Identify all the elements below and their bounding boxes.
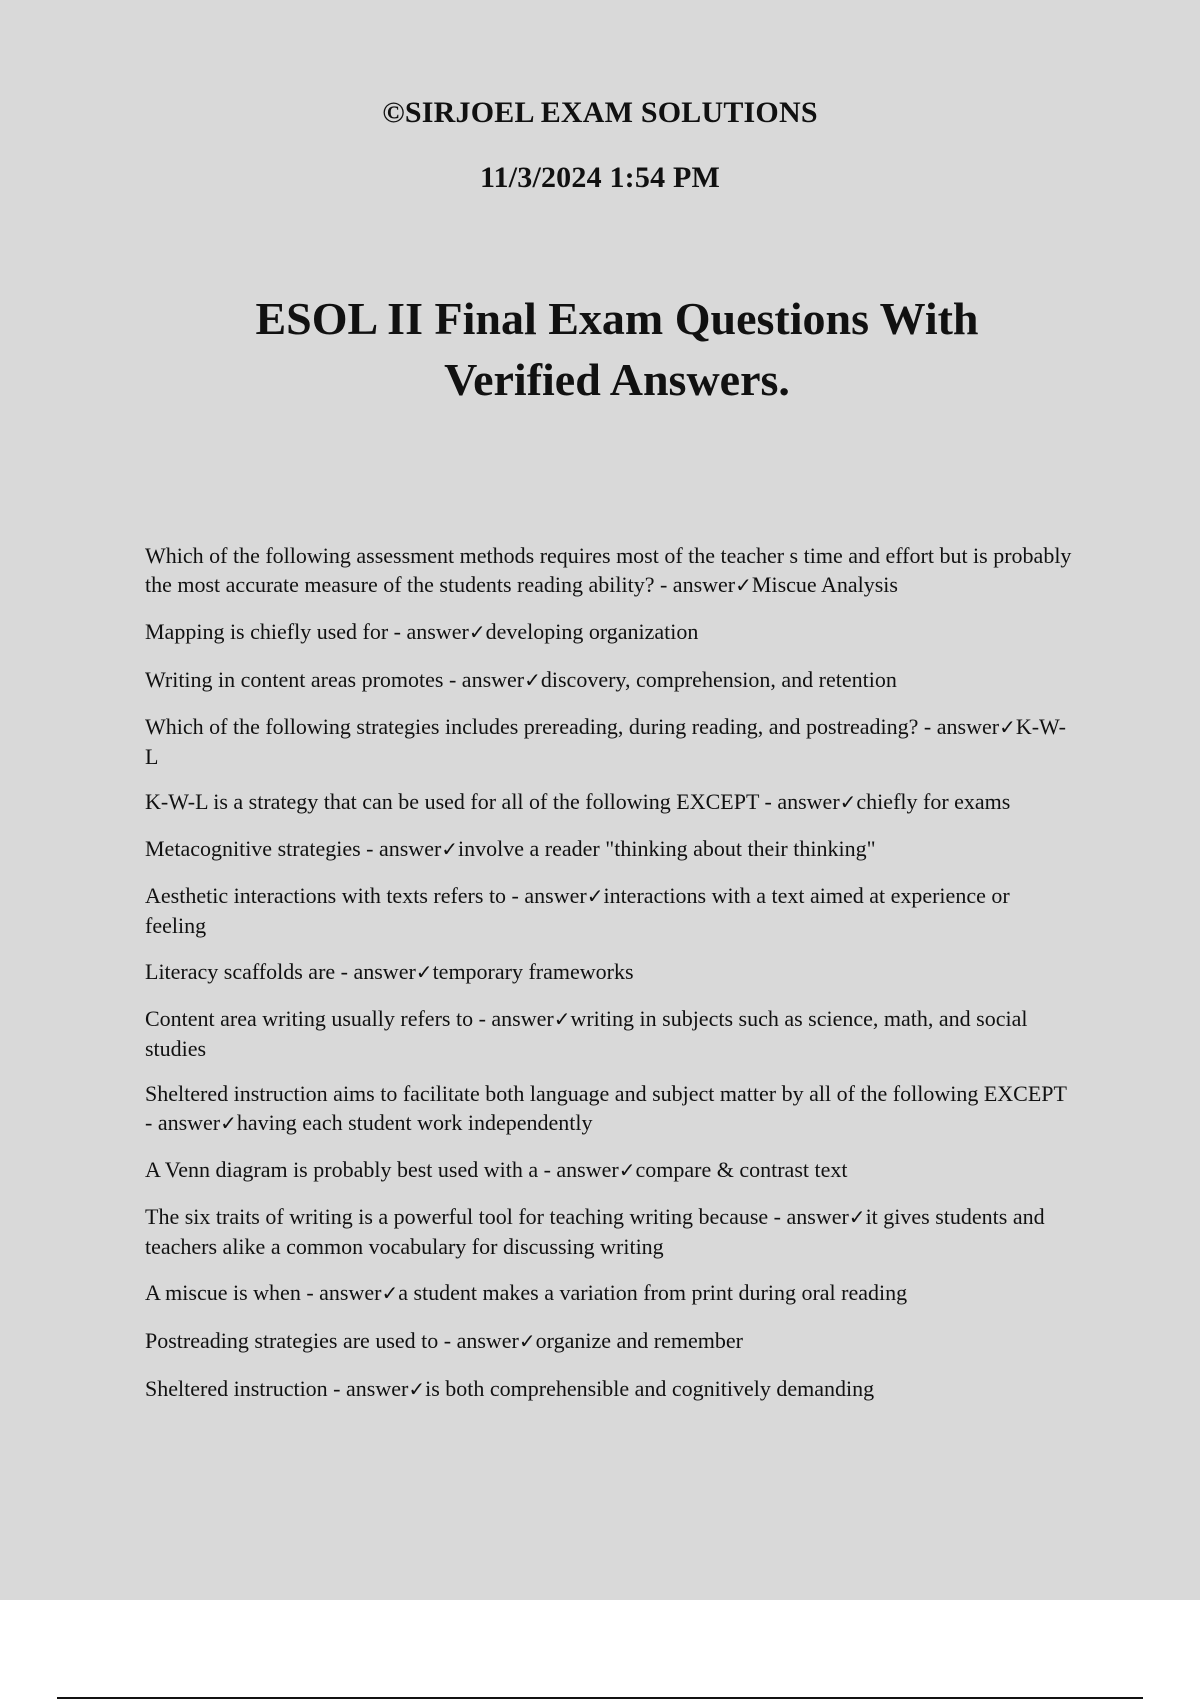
- qa-item: [145, 664, 1075, 696]
- qa-item: [145, 712, 1075, 771]
- question-text: Writing in content areas promotes - answer: [145, 667, 525, 692]
- answer-text: compare & contrast text: [635, 1157, 848, 1182]
- qa-item: [145, 1277, 1075, 1309]
- question-text: Metacognitive strategies - answer: [145, 836, 442, 861]
- answer-text: temporary frameworks: [432, 959, 634, 984]
- question-text: Aesthetic interactions with texts refers to - answer: [145, 883, 587, 908]
- question-text: Content area writing usually refers to - answer: [145, 1006, 554, 1031]
- qa-item: [145, 1373, 1075, 1405]
- answer-text: having each student work independently: [236, 1110, 593, 1135]
- question-text: Postreading strategies are used to - answer: [145, 1328, 519, 1353]
- qa-item: [145, 833, 1075, 865]
- question-text: Which of the following assessment methods requires most of the teacher s time and effort but is probably the most accurate measure of the students reading ability? - answer: [145, 543, 1072, 597]
- qa-item: [145, 1202, 1075, 1261]
- qa-item: [145, 1325, 1075, 1357]
- answer-text: discovery, comprehension, and retention: [540, 667, 897, 692]
- check-icon: ✓: [999, 715, 1016, 739]
- question-text: Literacy scaffolds are - answer: [145, 959, 416, 984]
- question-text: A miscue is when - answer: [145, 1280, 382, 1305]
- answer-text: interactions with a text aimed at experience or feeling: [145, 883, 1010, 938]
- question-text: A Venn diagram is probably best used with a - answer: [145, 1157, 619, 1182]
- qa-item: [145, 956, 1075, 988]
- question-text: Sheltered instruction aims to facilitate both language and subject matter by all of the following EXCEPT - answer: [145, 1081, 1067, 1135]
- date-time-header: 11/3/2024 1:54 PM: [479, 161, 721, 194]
- question-text: Mapping is chiefly used for - answer: [145, 619, 469, 644]
- qa-item: [145, 1004, 1075, 1063]
- check-icon: ✓: [415, 960, 433, 984]
- qa-item: [145, 541, 1075, 600]
- qa-item: [145, 881, 1075, 940]
- check-icon: ✓: [518, 1329, 536, 1353]
- check-icon: ✓: [735, 573, 752, 597]
- copyright-header: ©SIRJOEL EXAM SOLUTIONS: [382, 96, 818, 129]
- check-icon: ✓: [220, 1111, 237, 1135]
- check-icon: ✓: [618, 1158, 636, 1182]
- check-icon: ✓: [468, 620, 486, 644]
- check-icon: ✓: [553, 1007, 571, 1031]
- check-icon: ✓: [381, 1281, 399, 1305]
- qa-list: [145, 541, 1075, 1421]
- check-icon: ✓: [839, 790, 857, 814]
- answer-text: a student makes a variation from print during oral reading: [398, 1280, 908, 1305]
- check-icon: ✓: [586, 884, 604, 908]
- answer-text: is both comprehensible and cognitively demanding: [425, 1376, 875, 1401]
- question-text: The six traits of writing is a powerful tool for teaching writing because - answer: [145, 1204, 849, 1229]
- check-icon: ✓: [408, 1377, 426, 1401]
- qa-item: [145, 1079, 1075, 1138]
- answer-text: K-W-L: [145, 714, 1066, 769]
- check-icon: ✓: [848, 1205, 866, 1229]
- footer-divider: [57, 1697, 1143, 1699]
- answer-text: it gives students and teachers alike a common vocabulary for discussing writing: [145, 1204, 1045, 1259]
- document-title: ESOL II Final Exam Questions With Verified Answers.: [255, 293, 979, 405]
- question-text: Sheltered instruction - answer: [145, 1376, 409, 1401]
- qa-item: [145, 787, 1075, 817]
- answer-text: organize and remember: [535, 1328, 743, 1353]
- qa-item: [145, 616, 1075, 648]
- check-icon: ✓: [441, 837, 459, 861]
- qa-item: [145, 1154, 1075, 1186]
- answer-text: involve a reader "thinking about their thinking": [458, 836, 876, 861]
- answer-text: Miscue Analysis: [751, 572, 898, 597]
- answer-text: writing in subjects such as science, math, and social studies: [145, 1006, 1028, 1061]
- answer-text: chiefly for exams: [856, 789, 1011, 814]
- question-text: Which of the following strategies includes prereading, during reading, and postreading? - answer: [145, 714, 1000, 739]
- answer-text: developing organization: [485, 619, 699, 644]
- question-text: K-W-L is a strategy that can be used for all of the following EXCEPT - answer: [145, 789, 840, 814]
- check-icon: ✓: [524, 668, 541, 692]
